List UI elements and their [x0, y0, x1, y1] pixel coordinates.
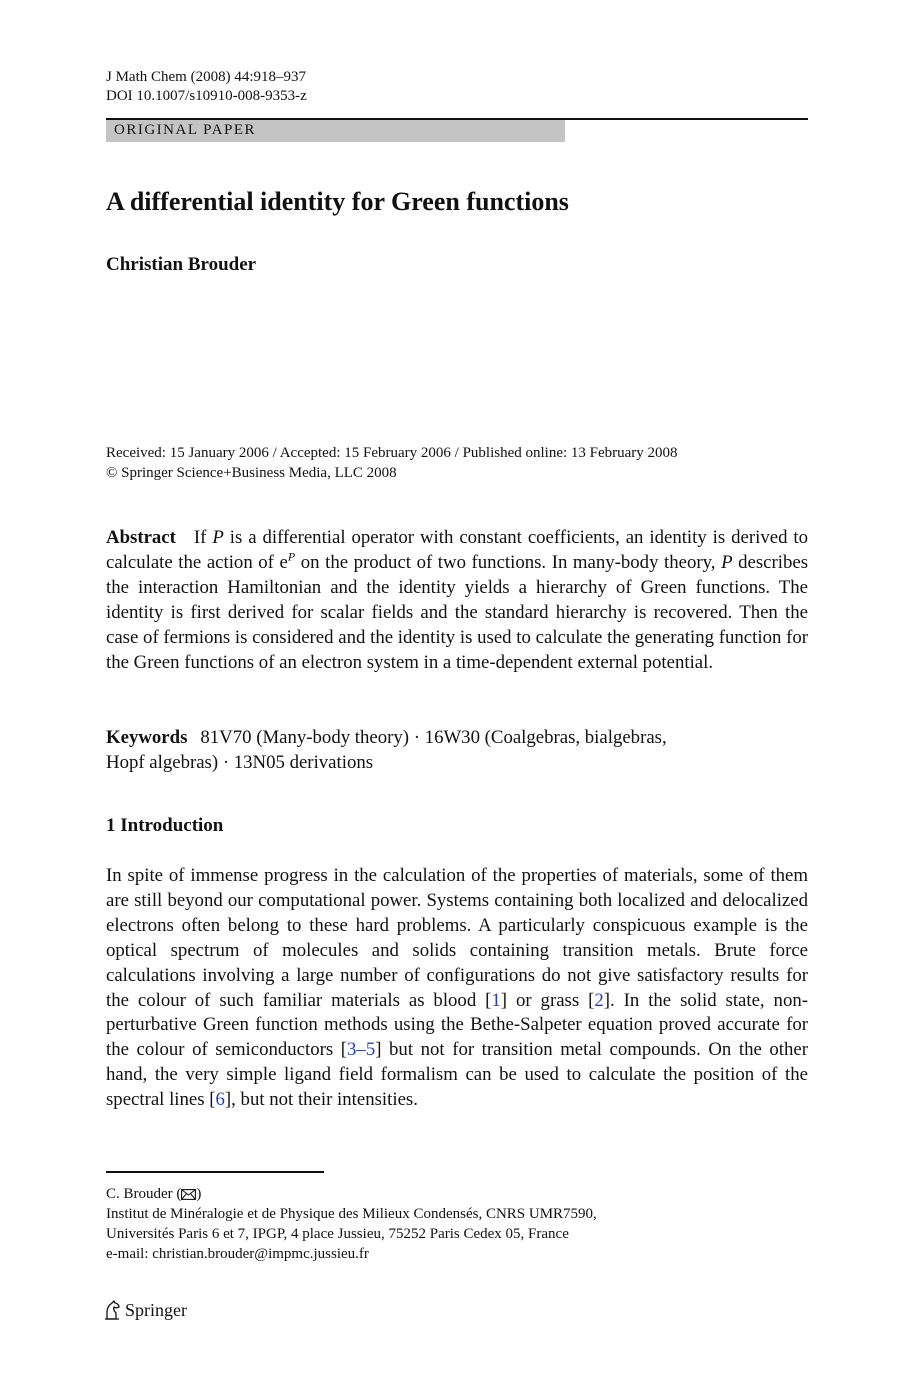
springer-horse-icon	[104, 1300, 122, 1320]
dates-line: Received: 15 January 2006 / Accepted: 15 February 2006 / Published online: 13 February 2008	[106, 445, 678, 461]
paper-title: A differential identity for Green functions	[106, 187, 569, 216]
abstract-label: Abstract	[106, 527, 176, 548]
superscript-p: P	[287, 549, 296, 564]
keywords-line-1: 81V70 (Many-body theory) · 16W30 (Coalgebras, bialgebras,	[200, 727, 667, 748]
abstract-text: is a differential operator with constant coefficients, an identity is derived to calculate the action of e	[106, 527, 808, 573]
envelope-icon	[181, 1189, 196, 1200]
keywords-line-2: Hopf algebras) · 13N05 derivations	[106, 751, 374, 773]
citation-link[interactable]: 2	[594, 989, 604, 1011]
abstract-text: on the product of two functions. In many-body theory,	[295, 551, 722, 573]
footnote-affiliation: Institut de Minéralogie et de Physique des Milieux Condensés, CNRS UMR7590,	[106, 1206, 597, 1222]
footnote-rule	[106, 1171, 324, 1173]
introduction-paragraph	[106, 864, 808, 1113]
symbol-p: P	[721, 551, 733, 573]
footnote-author-end: )	[196, 1186, 202, 1202]
footnote-author-line	[106, 1184, 597, 1204]
journal-citation: J Math Chem (2008) 44:918–937	[106, 69, 306, 85]
abstract-text: If	[193, 527, 213, 548]
intro-text: ]. In the solid state, non-perturbative Green function methods using the Bethe-Salpeter equation proved accurate for the colour of semiconductors [	[106, 989, 808, 1061]
footnote-author: C. Brouder (	[106, 1186, 182, 1202]
intro-text: ] but not for transition metal compounds. On the other hand, the very simple ligand field formalism can be used to calculate the position of the spectral lines [	[106, 1039, 809, 1111]
paper-type-label: ORIGINAL PAPER	[106, 120, 565, 142]
intro-text: ], but not their intensities.	[224, 1089, 418, 1111]
publisher-logo	[104, 1298, 187, 1322]
abstract	[106, 526, 808, 675]
intro-text: In spite of immense progress in the calculation of the properties of materials, some of them are still beyond our computational power. Systems containing both localized and delocalized electrons often belong to these hard problems. A particularly conspicuous example is the optical spectrum of molecules and solids containing transition metals. Brute force calculations involving a large number of configurations do not give satisfactory results for the colour of such familiar materials as blood [	[106, 865, 808, 1011]
intro-text: ] or grass [	[500, 989, 595, 1011]
citation-link[interactable]: 6	[215, 1089, 225, 1111]
publication-dates	[106, 443, 678, 483]
footnote-address: Universités Paris 6 et 7, IPGP, 4 place Jussieu, 75252 Paris Cedex 05, France	[106, 1226, 569, 1242]
publisher-name: Springer	[125, 1300, 187, 1320]
section-heading: 1 Introduction	[106, 815, 224, 836]
keywords	[106, 726, 808, 776]
citation-link[interactable]: 1	[491, 989, 501, 1011]
footnote-email: e-mail: christian.brouder@impmc.jussieu.fr	[106, 1246, 369, 1262]
author-footnote	[106, 1184, 597, 1264]
journal-header	[106, 68, 307, 106]
symbol-p: P	[212, 527, 224, 548]
keywords-label: Keywords	[106, 727, 188, 748]
citation-link[interactable]: 3–5	[347, 1039, 376, 1061]
abstract-text: describes the interaction Hamiltonian and the identity yields a hierarchy of Green functions. The identity is first derived for scalar fields and the standard hierarchy is recovered. Then the case of fermions is considered and the identity is used to calculate the generating function for the Green functions of an electron system in a time-dependent external potential.	[106, 551, 808, 673]
author-name: Christian Brouder	[106, 254, 257, 275]
copyright-line: © Springer Science+Business Media, LLC 2008	[106, 465, 397, 481]
doi: DOI 10.1007/s10910-008-9353-z	[106, 88, 307, 104]
